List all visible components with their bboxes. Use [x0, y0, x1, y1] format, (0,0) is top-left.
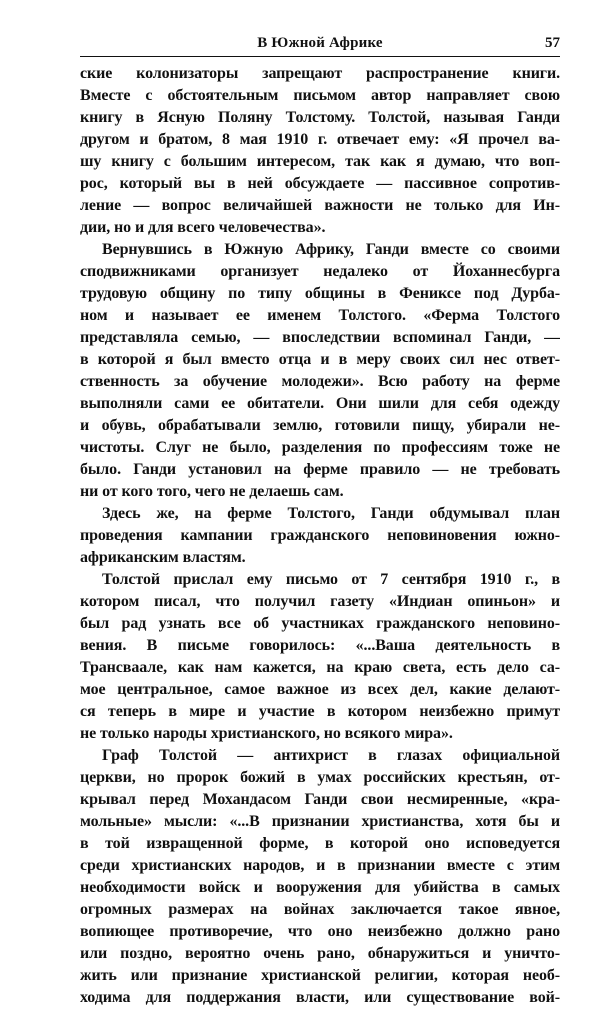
running-head — [80, 34, 560, 58]
text-line: представляла семью, — впоследствии вспоминал Ганди, — — [80, 329, 560, 346]
text-line: Здесь же, на ферме Толстого, Ганди обдумывал план — [102, 505, 560, 522]
header-rule — [80, 56, 560, 57]
text-line: и обувь, обрабатывали землю, готовили пищу, убирали не- — [80, 417, 560, 434]
body-text — [80, 63, 560, 1009]
paragraph-5 — [80, 745, 560, 1009]
chapter-title: В Южной Африке — [257, 35, 383, 51]
text-line: чистоты. Слуг не было, разделения по профессиям тоже не — [80, 439, 560, 456]
text-line: трудовую общину по типу общины в Фениксе под Дурба- — [80, 285, 560, 302]
text-line: шу книгу с большим интересом, так как я думаю, что воп- — [80, 153, 560, 170]
text-line: ственность за обучение молодежи». Всю работу на ферме — [80, 373, 560, 390]
text-line: не только народы христианского, но всякого мира». — [80, 725, 453, 742]
text-line: котором писал, что получил газету «Индиан опиньон» и — [80, 593, 560, 610]
text-line: Толстой прислал ему письмо от 7 сентября 1910 г., в — [102, 571, 560, 588]
text-line: книгу в Ясную Поляну Толстому. Толстой, называя Ганди — [80, 109, 560, 126]
text-line: сподвижниками организует недалеко от Йоханнесбурга — [80, 263, 560, 280]
text-line: ходима для поддержания власти, или существование вой- — [80, 989, 560, 1006]
text-line: ни от кого того, чего не делаешь сам. — [80, 483, 344, 500]
text-line: среди христианских народов, и в признании вместе с этим — [80, 857, 560, 874]
text-line: крывал перед Мохандасом Ганди свои несмиренные, «кра- — [80, 791, 560, 808]
text-line: Трансваале, как нам кажется, на краю света, есть дело са- — [80, 659, 560, 676]
paragraph-1 — [80, 63, 560, 239]
text-line: Вместе с обстоятельным письмом автор направляет свою — [80, 87, 560, 104]
text-line: необходимости войск и вооружения для убийства в самых — [80, 879, 560, 896]
text-line: церкви, но пророк божий в умах российских крестьян, от- — [80, 769, 560, 786]
text-line: ление — вопрос величайшей важности не только для Ин- — [80, 197, 560, 214]
text-line: огромных размерах на войнах заключается такое явное, — [80, 901, 560, 918]
text-line: мольные» мысли: «...В признании христианства, хотя бы и — [80, 813, 560, 830]
text-line: Вернувшись в Южную Африку, Ганди вместе со своими — [102, 241, 560, 258]
paragraph-4 — [80, 569, 560, 745]
text-line: рос, который вы в ней обсуждаете — пассивное сопротив- — [80, 175, 560, 192]
text-line: африканским властям. — [80, 549, 246, 566]
text-line: был рад узнать все об участниках гражданского неповино- — [80, 615, 560, 632]
paragraph-2 — [80, 239, 560, 503]
text-line: ские колонизаторы запрещают распространение книги. — [80, 65, 560, 82]
text-line: или поздно, вероятно очень рано, обнаружиться и уничто- — [80, 945, 560, 962]
text-line: другом и братом, 8 мая 1910 г. отвечает ему: «Я прочел ва- — [80, 131, 560, 148]
text-line: в той извращенной форме, в которой оно исповедуется — [80, 835, 560, 852]
text-line: было. Ганди установил на ферме правило — не требовать — [80, 461, 560, 478]
text-line: мое центральное, самое важное из всех дел, какие делают- — [80, 681, 560, 698]
page-number: 57 — [545, 35, 560, 51]
text-line: вопиющее противоречие, что оно неизбежно должно рано — [80, 923, 560, 940]
text-line: выполняли сами ее обитатели. Они шили для себя одежду — [80, 395, 560, 412]
text-line: в которой я был вместо отца и в меру своих сил нес ответ- — [80, 351, 560, 368]
text-line: ном и называет ее именем Толстого. «Ферма Толстого — [80, 307, 560, 324]
paragraph-3 — [80, 503, 560, 569]
text-line: жить или признание христианской религии, которая необ- — [80, 967, 560, 984]
text-line: проведения кампании гражданского неповиновения южно- — [80, 527, 560, 544]
text-line: Граф Толстой — антихрист в глазах официальной — [102, 747, 560, 764]
text-line: ся теперь в мире и участие в котором неизбежно примут — [80, 703, 560, 720]
text-line: дии, но и для всего человечества». — [80, 219, 326, 236]
text-line: вения. В письме говорилось: «...Ваша деятельность в — [80, 637, 560, 654]
